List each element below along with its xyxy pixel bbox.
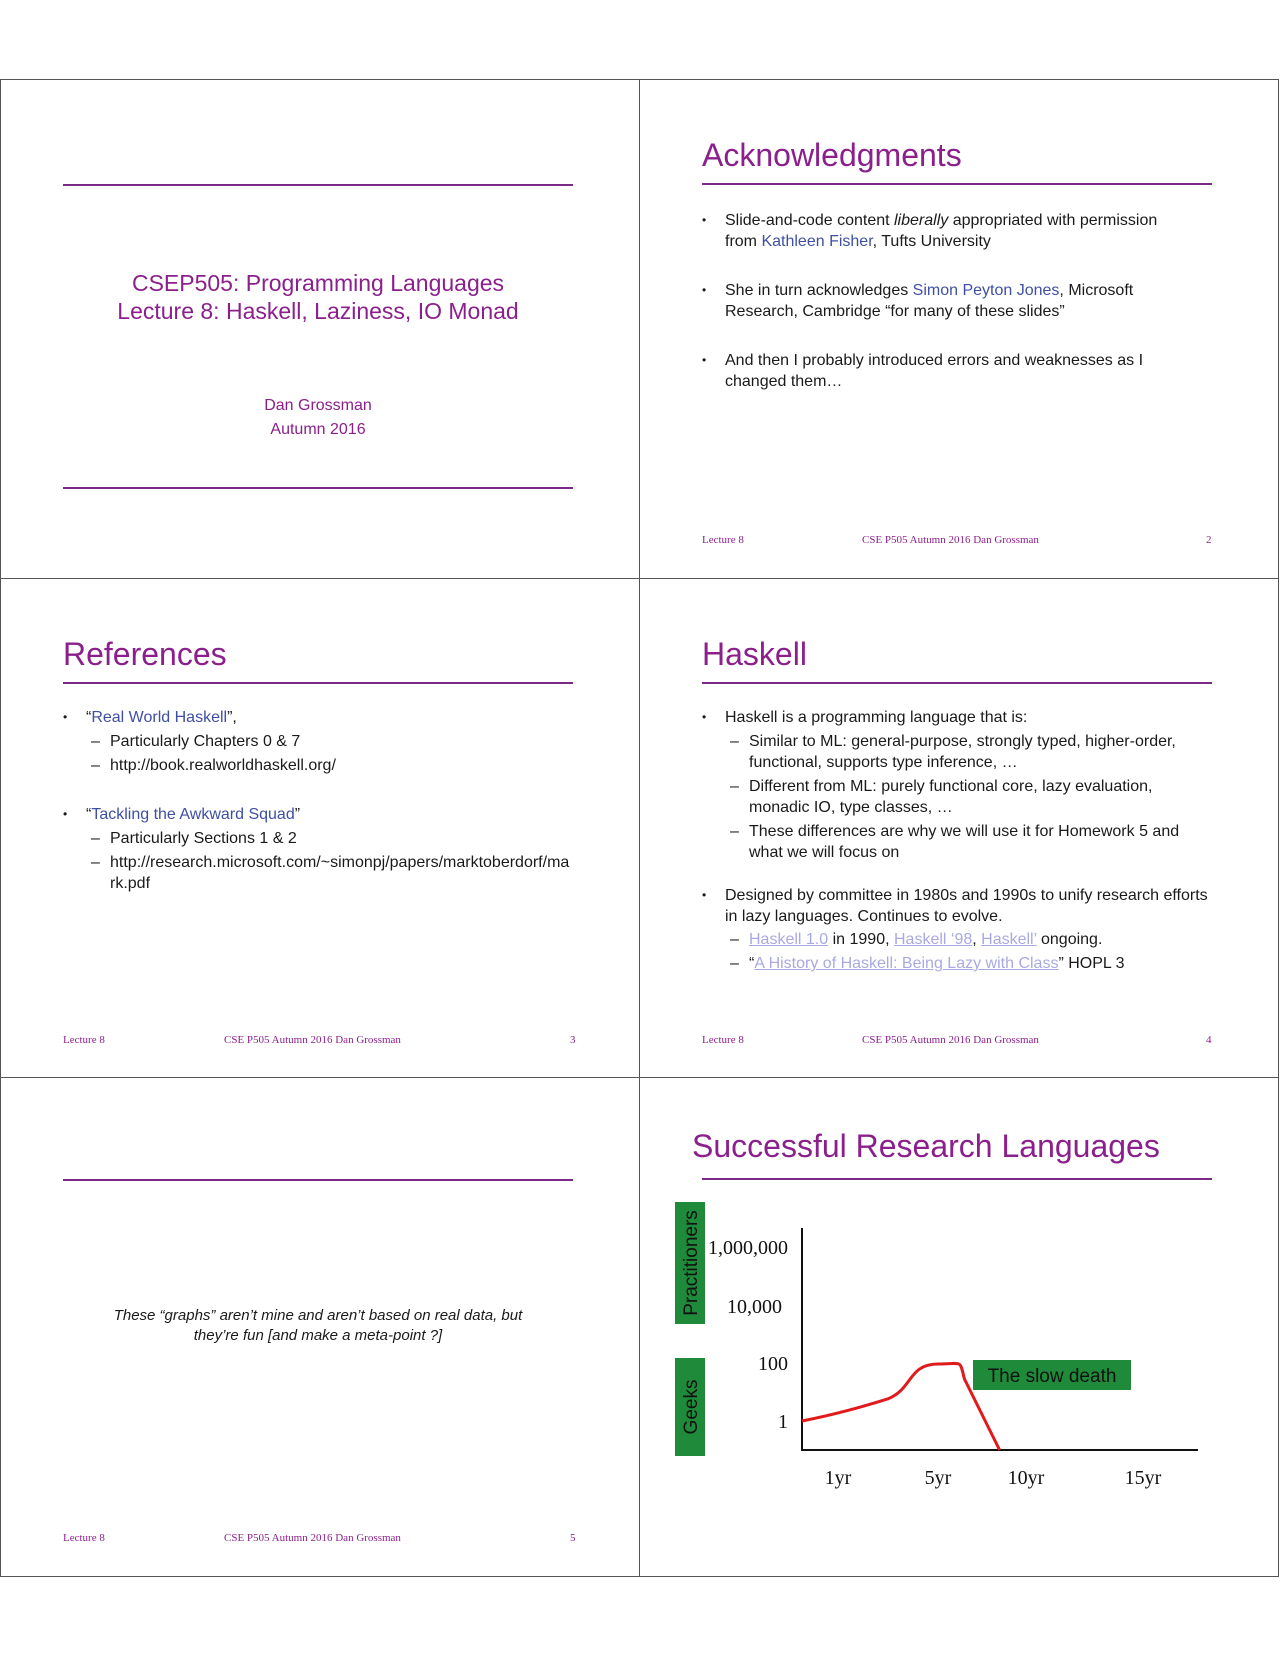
- slide-5: [0, 1078, 639, 1577]
- footer-center: CSE P505 Autumn 2016 Dan Grossman: [862, 1034, 1039, 1046]
- emphasis: liberally: [894, 212, 949, 229]
- slide-2: [640, 79, 1279, 578]
- text: “: [749, 955, 755, 972]
- text: Particularly Chapters 0 & 7: [110, 733, 301, 750]
- text: ongoing.: [1036, 931, 1103, 948]
- bullet-icon: •: [702, 888, 707, 902]
- bullet-icon: •: [63, 807, 68, 821]
- footer-left: Lecture 8: [63, 1532, 105, 1544]
- title-line-2: Lecture 8: Haskell, Laziness, IO Monad: [117, 298, 519, 324]
- dash-icon: –: [730, 823, 739, 840]
- slide-title: Haskell: [702, 636, 807, 672]
- footer-center: CSE P505 Autumn 2016 Dan Grossman: [224, 1034, 401, 1046]
- bullet-item: [702, 280, 1192, 322]
- link-tackling-awkward-squad[interactable]: Tackling the Awkward Squad: [91, 806, 295, 823]
- title-rule: [702, 183, 1212, 185]
- slide-3: [0, 579, 639, 1078]
- link-haskell-1-0[interactable]: Haskell 1.0: [749, 931, 829, 948]
- chart: [640, 1188, 1279, 1568]
- note-line-2: they’re fun [and make a meta-point ?]: [193, 1327, 443, 1344]
- title-rule: [702, 1178, 1212, 1180]
- slide-title: References: [63, 636, 227, 672]
- bullet-icon: •: [63, 710, 68, 724]
- text: , Tufts University: [872, 233, 991, 250]
- bullet-item: [702, 350, 1192, 392]
- text: http://research.microsoft.com/~simonpj/papers/marktoberdorf/mark.pdf: [110, 854, 570, 892]
- series-line: [802, 1363, 1000, 1450]
- link-real-world-haskell[interactable]: Real World Haskell: [91, 709, 228, 726]
- text: Slide-and-code content: [725, 212, 894, 229]
- text: Particularly Sections 1 & 2: [110, 830, 297, 847]
- text: in 1990,: [828, 931, 894, 948]
- slide-4: [640, 579, 1279, 1078]
- sub-item: [722, 929, 1217, 950]
- note-text: [63, 1306, 573, 1346]
- bullet-icon: •: [702, 283, 707, 297]
- author-name: Dan Grossman: [264, 397, 372, 414]
- bullet-icon: •: [702, 710, 707, 724]
- text: appropriated with permission from: [725, 212, 1158, 250]
- dash-icon: –: [91, 854, 100, 871]
- text: She in turn acknowledges: [725, 282, 913, 299]
- bullet-item: [63, 707, 573, 728]
- bottom-rule: [63, 487, 573, 489]
- page-number: 4: [1206, 1034, 1212, 1046]
- footer-left: Lecture 8: [702, 1034, 744, 1046]
- title-rule: [702, 682, 1212, 684]
- dash-icon: –: [91, 733, 100, 750]
- y-tick-label: 1: [778, 1411, 788, 1433]
- sub-item: [722, 776, 1217, 818]
- lecture-title: [63, 269, 573, 325]
- sub-item: [83, 828, 573, 849]
- sub-item: [722, 953, 1217, 974]
- x-tick-label: 10yr: [1007, 1467, 1045, 1489]
- dash-icon: –: [730, 778, 739, 795]
- slide-6: [640, 1078, 1279, 1577]
- bullet-icon: •: [702, 353, 707, 367]
- note-line-1: These “graphs” aren’t mine and aren’t based on real data, but: [113, 1307, 523, 1324]
- y-group-label-practitioners: Practitioners: [681, 1210, 702, 1316]
- annotation-label: The slow death: [987, 1366, 1117, 1387]
- x-tick-label: 15yr: [1124, 1467, 1162, 1489]
- text: , Microsoft Research, Cambridge “for many of these slides”: [725, 282, 1134, 320]
- title-line-1: CSEP505: Programming Languages: [131, 270, 505, 296]
- term: Autumn 2016: [270, 421, 366, 438]
- dash-icon: –: [730, 733, 739, 750]
- page-number: 5: [570, 1532, 576, 1544]
- footer-left: Lecture 8: [702, 534, 744, 546]
- dash-icon: –: [730, 931, 739, 948]
- dash-icon: –: [91, 757, 100, 774]
- text: Haskell is a programming language that is:: [725, 709, 1028, 726]
- text: ”,: [227, 709, 237, 726]
- page-number: 3: [570, 1034, 576, 1046]
- footer-center: CSE P505 Autumn 2016 Dan Grossman: [224, 1532, 401, 1544]
- footer-left: Lecture 8: [63, 1034, 105, 1046]
- bullet-list: [702, 707, 1217, 974]
- bullet-icon: •: [702, 213, 707, 227]
- text: “: [86, 806, 92, 823]
- top-rule: [63, 184, 573, 186]
- y-tick-label: 100: [758, 1353, 788, 1375]
- link-simon-peyton-jones[interactable]: Simon Peyton Jones: [912, 282, 1060, 299]
- sub-item: [83, 755, 573, 776]
- text: Different from ML: purely functional core, lazy evaluation, monadic IO, type classes, …: [749, 778, 1153, 816]
- y-tick-label: 10,000: [727, 1296, 782, 1318]
- link-history-of-haskell[interactable]: A History of Haskell: Being Lazy with Class: [754, 955, 1059, 972]
- text: ”: [294, 806, 301, 823]
- bullet-list: [702, 210, 1192, 392]
- link-haskell-prime[interactable]: Haskell’: [981, 931, 1037, 948]
- text: ” HOPL 3: [1058, 955, 1125, 972]
- text: Similar to ML: general-purpose, strongly typed, higher-order, functional, supports type inference, …: [749, 733, 1176, 771]
- dash-icon: –: [730, 955, 739, 972]
- sub-item: [83, 731, 573, 752]
- link-kathleen-fisher[interactable]: Kathleen Fisher: [761, 233, 873, 250]
- bullet-item: [702, 885, 1217, 927]
- x-tick-label: 1yr: [824, 1467, 852, 1489]
- sub-item: [722, 731, 1217, 773]
- footer-center: CSE P505 Autumn 2016 Dan Grossman: [862, 534, 1039, 546]
- text: “: [86, 709, 92, 726]
- bullet-item: [63, 804, 573, 825]
- sub-item: [722, 821, 1217, 863]
- text: http://book.realworldhaskell.org/: [110, 757, 336, 774]
- text: These differences are why we will use it for Homework 5 and what we will focus on: [749, 823, 1180, 861]
- text: Designed by committee in 1980s and 1990s to unify research efforts in lazy languages. Continues to evolve.: [725, 887, 1208, 925]
- text: And then I probably introduced errors and weaknesses as I changed them…: [725, 352, 1144, 390]
- title-rule: [63, 682, 573, 684]
- slide-title: Successful Research Languages: [692, 1128, 1160, 1164]
- bullet-item: [702, 707, 1217, 728]
- author-block: [63, 394, 573, 442]
- bullet-item: [702, 210, 1192, 252]
- x-tick-label: 5yr: [924, 1467, 952, 1489]
- link-haskell-98[interactable]: Haskell ‘98: [893, 931, 973, 948]
- bullet-list: [63, 707, 573, 894]
- page-number: 2: [1206, 534, 1212, 546]
- top-rule: [63, 1179, 573, 1181]
- y-tick-label: 1,000,000: [708, 1237, 788, 1259]
- sub-item: [83, 852, 573, 894]
- dash-icon: –: [91, 830, 100, 847]
- text: ,: [972, 931, 982, 948]
- slide-1: [0, 79, 639, 578]
- slide-title: Acknowledgments: [702, 137, 962, 173]
- y-group-label-geeks: Geeks: [681, 1379, 702, 1435]
